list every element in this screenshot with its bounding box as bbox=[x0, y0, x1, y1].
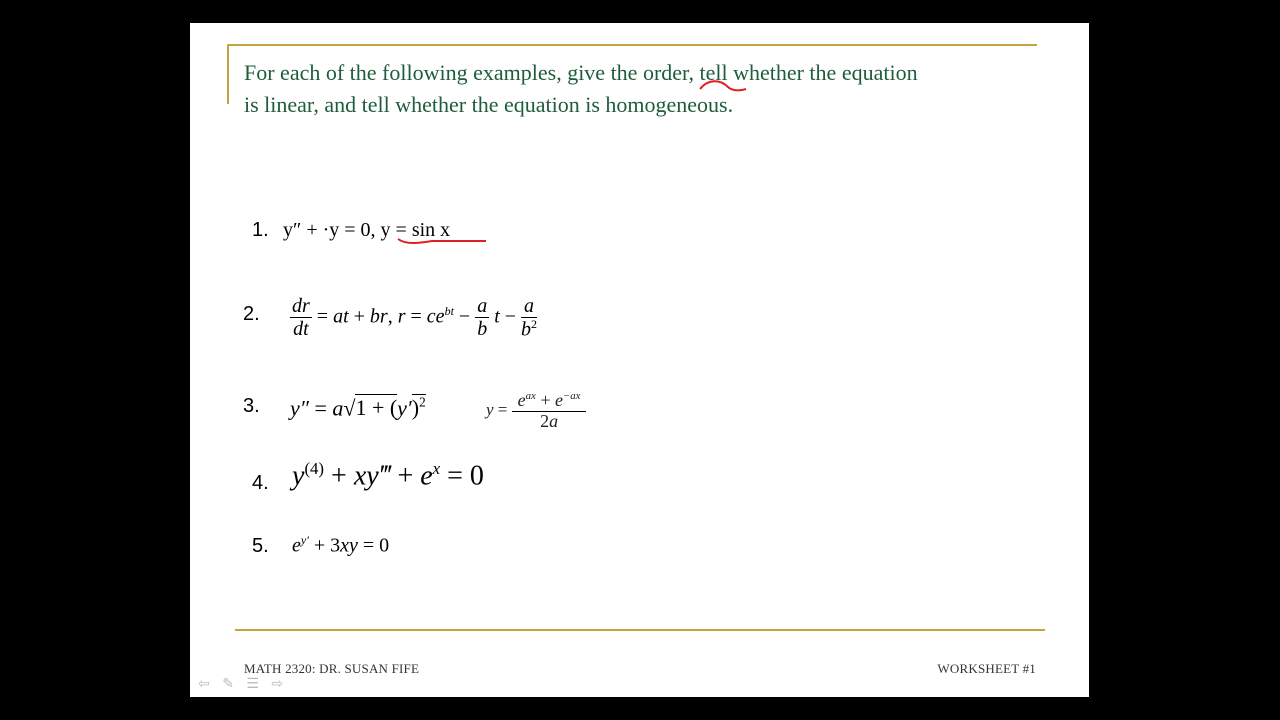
title-line-1: For each of the following examples, give the order, tell whether the equation bbox=[244, 60, 918, 85]
slide bbox=[190, 23, 1089, 697]
ink-underline-order bbox=[698, 79, 748, 93]
problem-1-number: 1. bbox=[252, 219, 269, 241]
problem-2-equation: $\frac{dr}{dt}$ = at + br, $r = ce^{bt}$ − $\frac{a}{b}$ t − $\frac{a}{b^2}$ bbox=[292, 295, 538, 341]
pen-icon[interactable]: ✎ bbox=[222, 676, 234, 692]
problem-5-number: 5. bbox=[252, 535, 269, 557]
forward-arrow-icon[interactable]: ⇨ bbox=[271, 676, 284, 692]
ink-underline-solution bbox=[396, 235, 488, 247]
back-arrow-icon[interactable]: ⇦ bbox=[198, 676, 210, 692]
slide-title bbox=[244, 57, 1044, 121]
problem-3-solution: y = $\frac{e^{ax} + e^{-ax}}{2a}$ bbox=[486, 391, 586, 432]
problem-4-number: 4. bbox=[252, 472, 269, 494]
left-rule bbox=[227, 44, 229, 104]
problem-5-equation: $e^{y'} + 3xy = 0$ bbox=[292, 533, 390, 557]
footer-right: WORKSHEET #1 bbox=[937, 661, 1036, 676]
footer-left: MATH 2320: DR. SUSAN FIFE bbox=[244, 661, 420, 676]
top-rule bbox=[227, 44, 1037, 46]
problem-4-equation: $y^{(4)}$ + xy‴ + $e^x = 0$ bbox=[292, 459, 484, 492]
menu-icon[interactable]: ☰ bbox=[246, 676, 259, 692]
slide-nav bbox=[198, 676, 291, 692]
problem-2-number: 2. bbox=[243, 303, 260, 325]
problem-3-equation: $y'' = a√1 + (y')^2$ bbox=[290, 395, 426, 421]
problem-3-number: 3. bbox=[243, 395, 260, 417]
bottom-rule bbox=[235, 629, 1045, 631]
problem-1-equation: y″ + ·y = 0, y = sin x bbox=[283, 219, 451, 241]
title-line-2: is linear, and tell whether the equation is homogeneous. bbox=[244, 92, 734, 117]
